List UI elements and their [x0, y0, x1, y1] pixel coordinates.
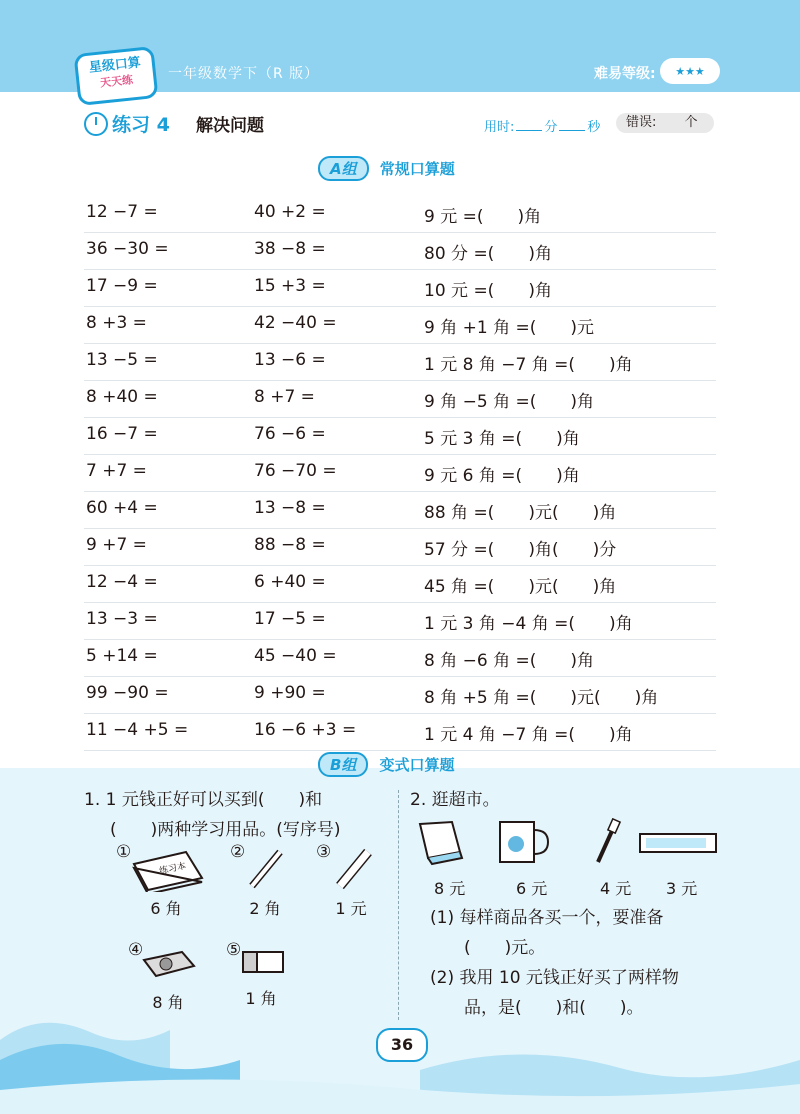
problem-row [84, 381, 716, 418]
problem-cell[interactable]: 8 +40 = [86, 387, 158, 407]
exercise-topic: 解决问题 [196, 116, 264, 136]
price-toothpaste: 3 元 [666, 879, 698, 898]
q2-sub1-line2: ( )元。 [464, 938, 546, 958]
toothbrush-icon [588, 818, 628, 868]
problem-cell[interactable]: 13 −8 = [254, 498, 326, 518]
second-blank[interactable] [559, 130, 585, 131]
toothpaste-icon [636, 828, 722, 860]
problem-cell[interactable]: 9 元 6 角 =( )角 [424, 466, 580, 486]
group-a-badge: A组 [318, 156, 369, 181]
problem-cell[interactable]: 13 −5 = [86, 350, 158, 370]
problem-cell[interactable]: 8 +3 = [86, 313, 147, 333]
problem-row [84, 270, 716, 307]
problem-cell[interactable]: 12 −4 = [86, 572, 158, 592]
problem-cell[interactable]: 99 −90 = [86, 683, 169, 703]
problem-cell[interactable]: 7 +7 = [86, 461, 147, 481]
problem-cell[interactable]: 88 −8 = [254, 535, 326, 555]
problem-row [84, 714, 716, 751]
problem-cell[interactable]: 8 +7 = [254, 387, 315, 407]
problem-cell[interactable]: 9 +7 = [86, 535, 147, 555]
problem-row [84, 640, 716, 677]
group-b-header [318, 752, 518, 778]
problem-row [84, 233, 716, 270]
mug-icon [494, 816, 552, 868]
problem-cell[interactable]: 80 分 =( )角 [424, 244, 552, 264]
problem-cell[interactable]: 13 −3 = [86, 609, 158, 629]
problem-cell[interactable]: 15 +3 = [254, 276, 326, 296]
alarm-clock-icon [84, 112, 108, 136]
problem-cell[interactable]: 40 +2 = [254, 202, 326, 222]
book-subtitle: 一年级数学下（R 版） [168, 66, 320, 82]
q2-sub2-line2: 品，是( )和( )。 [464, 998, 644, 1018]
price-toothbrush: 4 元 [600, 879, 632, 898]
problem-cell[interactable]: 1 元 4 角 −7 角 =( )角 [424, 725, 633, 745]
problem-cell[interactable]: 45 −40 = [254, 646, 337, 666]
problem-cell[interactable]: 17 −9 = [86, 276, 158, 296]
problem-cell[interactable]: 76 −6 = [254, 424, 326, 444]
item-eraser: ⑤ 1 角 [226, 940, 296, 1009]
item-notebook: ① 练习本 6 角 [116, 842, 216, 919]
problem-cell[interactable]: 9 角 +1 角 =( )元 [424, 318, 594, 338]
difficulty-cloud [660, 58, 720, 84]
problem-cell[interactable]: 57 分 =( )角( )分 [424, 540, 617, 560]
problem-cell[interactable]: 8 角 +5 角 =( )元( )角 [424, 688, 659, 708]
problem-cell[interactable]: 16 −7 = [86, 424, 158, 444]
price-mug: 6 元 [516, 879, 548, 898]
price-towel: 8 元 [434, 879, 466, 898]
problem-cell[interactable]: 9 元 =( )角 [424, 207, 542, 227]
svg-text:练习本: 练习本 [158, 861, 188, 877]
problem-cell[interactable]: 9 角 −5 角 =( )角 [424, 392, 594, 412]
wave-decoration [0, 1010, 800, 1114]
problem-row [84, 566, 716, 603]
q1-line1: 1. 1 元钱正好可以买到( )和 [84, 790, 323, 810]
problem-row [84, 196, 716, 233]
problem-cell[interactable]: 8 角 −6 角 =( )角 [424, 651, 594, 671]
problem-cell[interactable]: 1 元 8 角 −7 角 =( )角 [424, 355, 633, 375]
problem-row [84, 492, 716, 529]
problem-cell[interactable]: 16 −6 +3 = [254, 720, 357, 740]
problem-cell[interactable]: 38 −8 = [254, 239, 326, 259]
problem-cell[interactable]: 17 −5 = [254, 609, 326, 629]
problem-cell[interactable]: 6 +40 = [254, 572, 326, 592]
group-a-header [318, 156, 518, 182]
problem-cell[interactable]: 13 −6 = [254, 350, 326, 370]
brand-logo: 星级口算 天天练 [74, 46, 159, 106]
q1-line2: ( )两种学习用品。(写序号) [110, 820, 341, 840]
error-count-box[interactable]: 错误: 个 [616, 113, 714, 133]
problem-cell[interactable]: 12 −7 = [86, 202, 158, 222]
problem-cell[interactable]: 10 元 =( )角 [424, 281, 552, 301]
problem-cell[interactable]: 5 元 3 角 =( )角 [424, 429, 580, 449]
problem-cell[interactable]: 88 角 =( )元( )角 [424, 503, 617, 523]
sharpener-icon [136, 946, 200, 986]
problem-cell[interactable]: 9 +90 = [254, 683, 326, 703]
problem-row [84, 455, 716, 492]
arithmetic-grid [84, 196, 716, 751]
problem-row [84, 677, 716, 714]
towel-icon [414, 818, 466, 866]
item-sharpener: ④ 8 角 [128, 940, 208, 1013]
exercise-title-row [84, 108, 724, 138]
problem-row [84, 307, 716, 344]
problem-cell[interactable]: 11 −4 +5 = [86, 720, 189, 740]
group-b-badge: B组 [318, 752, 368, 777]
problem-cell[interactable]: 76 −70 = [254, 461, 337, 481]
problem-cell[interactable]: 1 元 3 角 −4 角 =( )角 [424, 614, 633, 634]
problem-row [84, 529, 716, 566]
item-pencil: ② 2 角 [230, 842, 300, 919]
problem-cell[interactable]: 36 −30 = [86, 239, 169, 259]
q2-line1: 2. 逛超市。 [410, 790, 500, 810]
problem-row [84, 603, 716, 640]
page-number: 36 [376, 1028, 428, 1062]
problem-cell[interactable]: 60 +4 = [86, 498, 158, 518]
star-icon: ★★★ [675, 64, 705, 78]
section-divider [398, 790, 399, 1020]
group-a-title: 常规口算题 [379, 160, 455, 178]
marker-icon [326, 848, 376, 892]
exercise-title: 练习 4 [112, 114, 170, 136]
q2-sub2-line1: (2) 我用 10 元钱正好买了两样物 [430, 968, 679, 988]
time-used: 用时: 分 秒 [484, 120, 601, 135]
notebook-icon [126, 848, 206, 892]
problem-cell[interactable]: 42 −40 = [254, 313, 337, 333]
problem-row [84, 418, 716, 455]
q2-sub1-line1: (1) 每样商品各买一个，要准备 [430, 908, 664, 928]
problem-cell[interactable]: 45 角 =( )元( )角 [424, 577, 617, 597]
pencil-icon [240, 848, 290, 892]
minute-blank[interactable] [516, 130, 542, 131]
difficulty-label: 难易等级: [594, 66, 656, 82]
group-b-title: 变式口算题 [379, 756, 455, 774]
problem-cell[interactable]: 5 +14 = [86, 646, 158, 666]
eraser-icon [233, 946, 289, 982]
item-marker: ③ 1 元 [316, 842, 386, 919]
problem-row [84, 344, 716, 381]
